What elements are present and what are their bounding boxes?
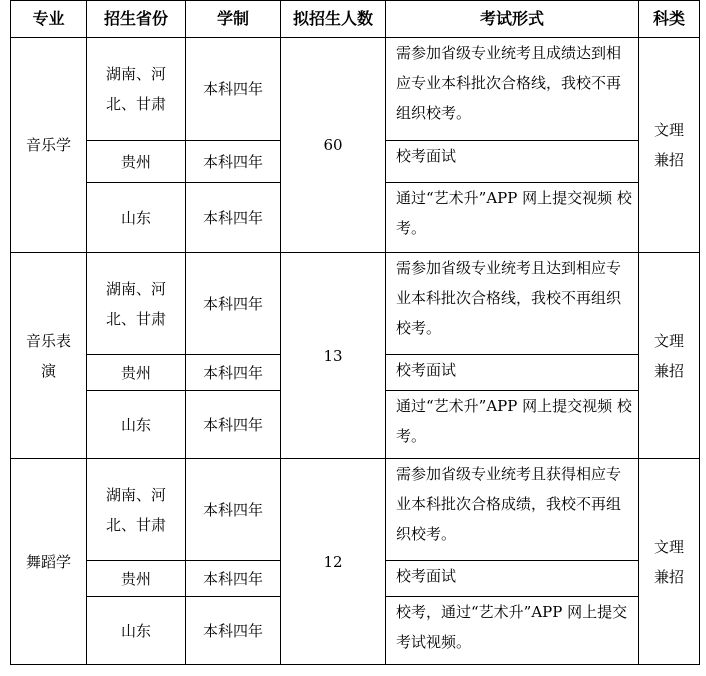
exam-cell: 校考面试 — [386, 561, 639, 597]
header-subject: 科类 — [639, 1, 700, 38]
quota-cell: 13 — [281, 253, 386, 459]
system-cell: 本科四年 — [186, 459, 281, 561]
table-row — [11, 38, 700, 141]
system-cell: 本科四年 — [186, 141, 281, 183]
subject-cell: 文理兼招 — [639, 253, 700, 459]
major-name: 音乐表演 — [11, 253, 87, 459]
table-row — [11, 459, 700, 561]
header-row — [11, 1, 700, 38]
exam-cell: 需参加省级专业统考且获得相应专业本科批次合格成绩，我校不再组织校考。 — [386, 459, 639, 561]
system-cell: 本科四年 — [186, 391, 281, 459]
province-cell: 山东 — [87, 183, 186, 253]
header-quota: 拟招生人数 — [281, 1, 386, 38]
admissions-table — [10, 0, 700, 665]
quota-cell: 60 — [281, 38, 386, 253]
major-name: 舞蹈学 — [11, 459, 87, 665]
system-cell: 本科四年 — [186, 597, 281, 665]
system-cell: 本科四年 — [186, 561, 281, 597]
province-cell: 湖南、河北、甘肃 — [87, 38, 186, 141]
exam-cell: 校考面试 — [386, 355, 639, 391]
province-cell: 湖南、河北、甘肃 — [87, 459, 186, 561]
province-cell: 湖南、河北、甘肃 — [87, 253, 186, 355]
province-cell: 贵州 — [87, 355, 186, 391]
header-exam: 考试形式 — [386, 1, 639, 38]
system-cell: 本科四年 — [186, 355, 281, 391]
header-system: 学制 — [186, 1, 281, 38]
province-cell: 贵州 — [87, 141, 186, 183]
exam-cell: 需参加省级专业统考且成绩达到相应专业本科批次合格线，我校不再组织校考。 — [386, 38, 639, 141]
system-cell: 本科四年 — [186, 253, 281, 355]
header-major: 专业 — [11, 1, 87, 38]
system-cell: 本科四年 — [186, 38, 281, 141]
exam-cell: 校考面试 — [386, 141, 639, 183]
table-row — [11, 253, 700, 355]
major-name: 音乐学 — [11, 38, 87, 253]
exam-cell: 通过“艺术升”APP 网上提交视频 校考。 — [386, 183, 639, 253]
header-province: 招生省份 — [87, 1, 186, 38]
quota-cell: 12 — [281, 459, 386, 665]
province-cell: 山东 — [87, 391, 186, 459]
exam-cell: 需参加省级专业统考且达到相应专业本科批次合格线，我校不再组织校考。 — [386, 253, 639, 355]
province-cell: 山东 — [87, 597, 186, 665]
province-cell: 贵州 — [87, 561, 186, 597]
exam-cell: 通过“艺术升”APP 网上提交视频 校考。 — [386, 391, 639, 459]
subject-cell: 文理兼招 — [639, 459, 700, 665]
system-cell: 本科四年 — [186, 183, 281, 253]
subject-cell: 文理兼招 — [639, 38, 700, 253]
exam-cell: 校考，通过“艺术升”APP 网上提交考试视频。 — [386, 597, 639, 665]
